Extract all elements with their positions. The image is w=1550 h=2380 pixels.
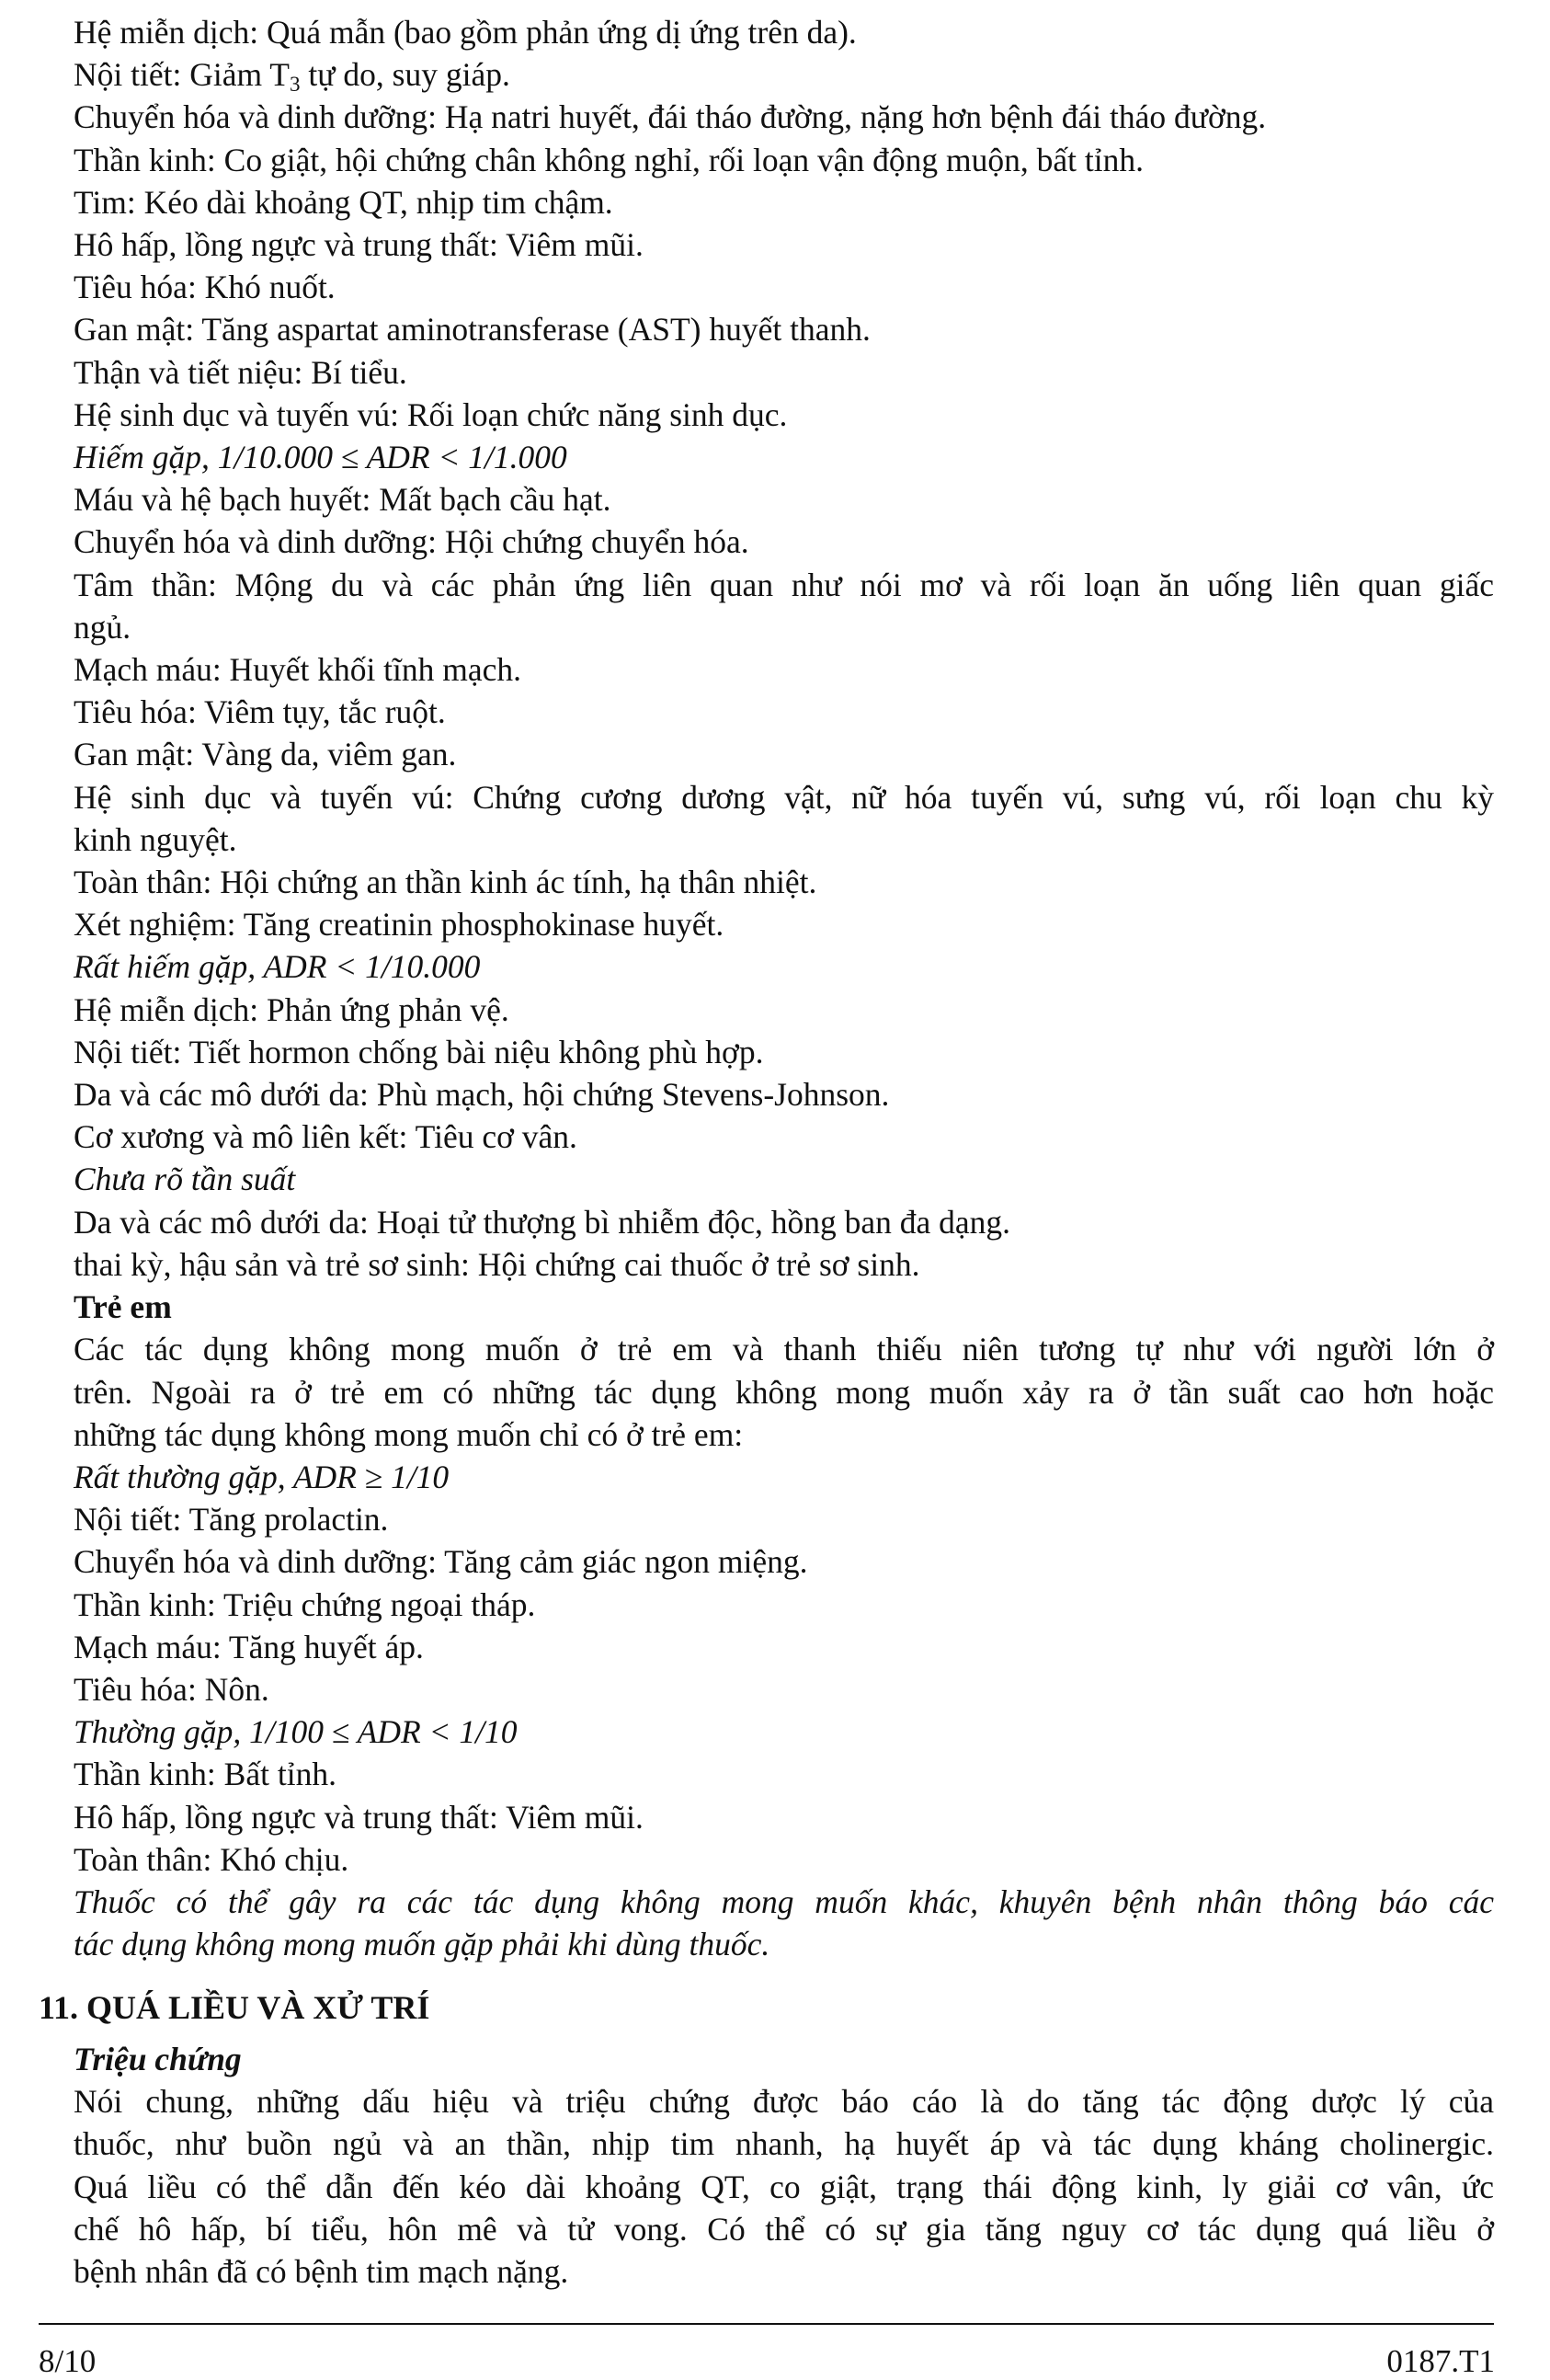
page-number: 8/10 [39, 2343, 97, 2379]
text-line: Toàn thân: Khó chịu. [74, 1840, 349, 1878]
endocrine-prefix: Nội tiết: Giảm T [74, 56, 290, 94]
text-line: chế hô hấp, bí tiểu, hôn mê và tử vong. Có thể có sự gia tăng nguy cơ tác dụng quá liều ở [74, 2210, 1494, 2248]
frequency-heading-unknown: Chưa rõ tần suất [74, 1161, 296, 1198]
section-11-body [74, 2038, 1494, 2293]
text-line: Nội tiết: Tăng prolactin. [74, 1501, 389, 1539]
text-line: Quá liều có thể dẫn đến kéo dài khoảng QT, co giật, trạng thái động kinh, ly giải cơ vân, ức [74, 2168, 1494, 2205]
endocrine-suffix: tự do, suy giáp. [300, 56, 510, 94]
text-line: Toàn thân: Hội chứng an thần kinh ác tính, hạ thân nhiệt. [74, 864, 817, 901]
text-line: Mạch máu: Tăng huyết áp. [74, 1628, 424, 1665]
section-11-title: 11. QUÁ LIỀU VÀ XỬ TRÍ [39, 1989, 430, 2026]
text-line: Gan mật: Vàng da, viêm gan. [74, 736, 457, 773]
advisory-note: tác dụng không mong muốn gặp phải khi dùng thuốc. [74, 1926, 770, 1963]
text-line: Nội tiết: Tiết hormon chống bài niệu không phù hợp. [74, 1033, 764, 1070]
text-line: ngủ. [74, 608, 131, 646]
text-line: thuốc, như buồn ngủ và an thần, nhịp tim nhanh, hạ huyết áp và tác dụng kháng cholinergic. [74, 2125, 1494, 2163]
frequency-heading-rare: Hiếm gặp, 1/10.000 ≤ ADR < 1/1.000 [74, 439, 567, 476]
text-line: Cơ xương và mô liên kết: Tiêu cơ vân. [74, 1118, 577, 1156]
text-line: Hô hấp, lồng ngực và trung thất: Viêm mũi. [74, 1798, 644, 1836]
section-11-subtitle: Triệu chứng [74, 2041, 242, 2077]
text-line: Xét nghiệm: Tăng creatinin phosphokinase huyết. [74, 906, 724, 944]
text-line: Tiêu hóa: Viêm tụy, tắc ruột. [74, 693, 446, 731]
text-line: Da và các mô dưới da: Phù mạch, hội chứng Stevens-Johnson. [74, 1076, 890, 1114]
text-line: Da và các mô dưới da: Hoại tử thượng bì nhiễm độc, hồng ban đa dạng. [74, 1203, 1011, 1241]
text-line: thai kỳ, hậu sản và trẻ sơ sinh: Hội chứng cai thuốc ở trẻ sơ sinh. [74, 1245, 920, 1283]
text-line: kinh nguyệt. [74, 820, 237, 858]
text-line: Hô hấp, lồng ngực và trung thất: Viêm mũi. [74, 226, 644, 264]
text-line: Thần kinh: Triệu chứng ngoại tháp. [74, 1585, 536, 1623]
text-line: Hệ miễn dịch: Phản ứng phản vệ. [74, 990, 509, 1028]
text-line: Hệ sinh dục và tuyến vú: Rối loạn chức năng sinh dục. [74, 395, 788, 433]
text-line: Tim: Kéo dài khoảng QT, nhịp tim chậm. [74, 183, 613, 221]
frequency-heading-common: Thường gặp, 1/100 ≤ ADR < 1/10 [74, 1713, 518, 1751]
text-line: Gan mật: Tăng aspartat aminotransferase (AST) huyết thanh. [74, 311, 871, 349]
document-body [74, 11, 1494, 1965]
footer-divider [39, 2323, 1494, 2325]
text-line: Chuyển hóa và dinh dưỡng: Hạ natri huyết, đái tháo đường, nặng hơn bệnh đái tháo đường. [74, 98, 1267, 136]
text-line: Thần kinh: Co giật, hội chứng chân không nghỉ, rối loạn vận động muộn, bất tỉnh. [74, 141, 1144, 178]
text-line: Máu và hệ bạch huyết: Mất bạch cầu hạt. [74, 481, 611, 519]
text-line-endocrine [74, 53, 1494, 96]
text-line: Tiêu hóa: Nôn. [74, 1670, 269, 1708]
document-code: 0187.T1 [1386, 2343, 1495, 2379]
frequency-heading-very-common: Rất thường gặp, ADR ≥ 1/10 [74, 1458, 450, 1495]
text-line: Thận và tiết niệu: Bí tiểu. [74, 353, 407, 391]
text-line: trên. Ngoài ra ở trẻ em có những tác dụng không mong muốn xảy ra ở tần suất cao hơn hoặc [74, 1373, 1494, 1411]
advisory-note: Thuốc có thể gây ra các tác dụng không mong muốn khác, khuyên bệnh nhân thông báo các [74, 1882, 1494, 1920]
text-line: Tiêu hóa: Khó nuốt. [74, 269, 336, 306]
text-line: Chuyển hóa và dinh dưỡng: Tăng cảm giác ngon miệng. [74, 1543, 808, 1581]
endocrine-subscript: 3 [290, 71, 301, 96]
text-line: Tâm thần: Mộng du và các phản ứng liên quan như nói mơ và rối loạn ăn uống liên quan giấc [74, 566, 1494, 603]
subsection-heading-children: Trẻ em [74, 1288, 172, 1326]
text-line: bệnh nhân đã có bệnh tim mạch nặng. [74, 2253, 569, 2291]
text-line: Hệ miễn dịch: Quá mẫn (bao gồm phản ứng dị ứng trên da). [74, 14, 857, 51]
text-line: Mạch máu: Huyết khối tĩnh mạch. [74, 651, 522, 689]
text-line: Thần kinh: Bất tỉnh. [74, 1756, 336, 1793]
frequency-heading-very-rare: Rất hiếm gặp, ADR < 1/10.000 [74, 948, 481, 986]
text-line: Chuyển hóa và dinh dưỡng: Hội chứng chuyển hóa. [74, 523, 749, 561]
text-line: Các tác dụng không mong muốn ở trẻ em và thanh thiếu niên tương tự như với người lớn ở [74, 1331, 1494, 1368]
text-line: những tác dụng không mong muốn chỉ có ở trẻ em: [74, 1415, 744, 1453]
text-line: Nói chung, những dấu hiệu và triệu chứng được báo cáo là do tăng tác động dược lý của [74, 2083, 1494, 2121]
text-line: Hệ sinh dục và tuyến vú: Chứng cương dương vật, nữ hóa tuyến vú, sưng vú, rối loạn chu kỳ [74, 778, 1494, 816]
